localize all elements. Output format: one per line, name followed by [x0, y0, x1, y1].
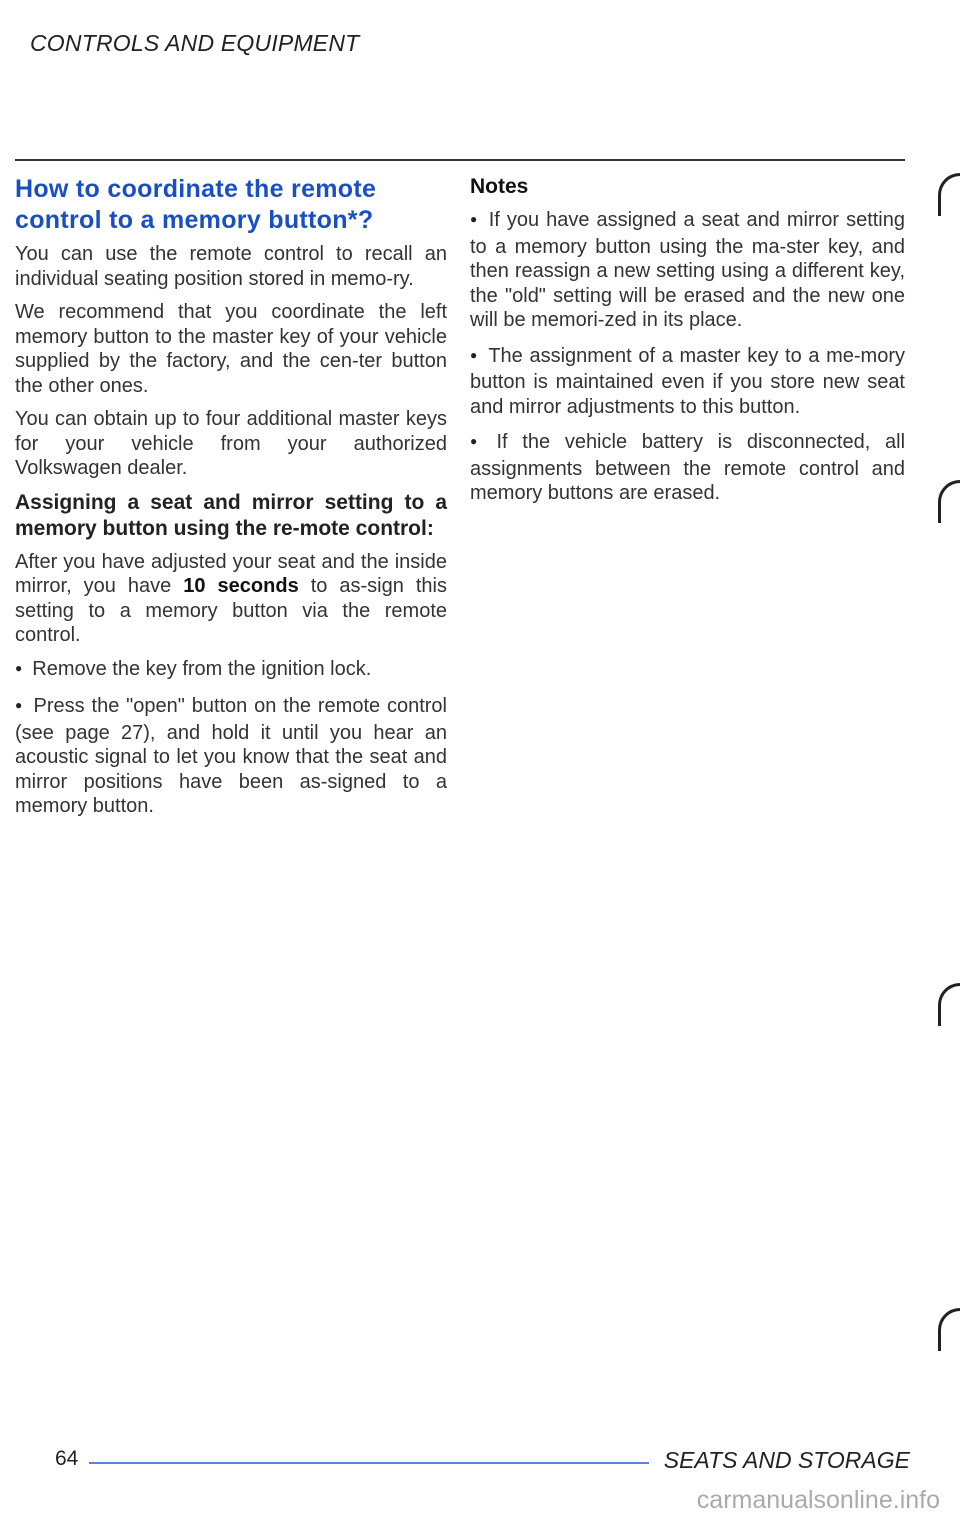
paragraph: You can obtain up to four additional master keys for your vehicle from your authorized Volkswagen dealer.	[15, 408, 447, 479]
bullet-item: ● If you have assigned a seat and mirror setting to a memory button using the ma-ster key, and then reassign a new setting using a different key, the "old" setting will be erased and the new one will be memori-zed in its place.	[470, 208, 905, 333]
notes-title: Notes	[470, 175, 529, 198]
paragraph	[15, 550, 447, 648]
text: to as-sign this setting to a memory button via the remote control.	[15, 575, 447, 646]
paragraph: We recommend that you coordinate the left memory button to the master key of your vehicle supplied by the factory, and the cen-ter button the other ones.	[15, 301, 447, 397]
page-edge-mark	[938, 983, 960, 1026]
bullet-item: ● Press the "open" button on the remote control (see page 27), and hold it until you hear an acoustic signal to let you know that the seat and mirror positions have been as-signed to a memory button.	[15, 694, 447, 819]
emphasis: 10 seconds	[183, 575, 299, 597]
watermark: carmanualsonline.info	[696, 1486, 940, 1514]
page-edge-mark	[938, 480, 960, 523]
bullet-item: ● Remove the key from the ignition lock.	[15, 657, 447, 684]
page-number: 64	[55, 1447, 79, 1470]
bullet-item: ● If the vehicle battery is disconnected, all assignments between the remote control and memory buttons are erased.	[470, 430, 905, 506]
footer-section: SEATS AND STORAGE	[663, 1447, 910, 1473]
footer	[55, 1447, 910, 1477]
right-column	[470, 174, 905, 517]
subheading: Assigning a seat and mirror setting to a memory button using the re-mote control:	[15, 490, 447, 540]
paragraph: You can use the remote control to recall an individual seating position stored in memo-ry.	[15, 243, 447, 290]
footer-rule	[89, 1462, 649, 1464]
left-column	[15, 174, 447, 830]
text: After you have adjusted your seat and the inside mirror, you have	[15, 550, 447, 597]
top-rule	[15, 159, 905, 161]
bullet-item: ● The assignment of a master key to a me-mory button is maintained even if you store new seat and mirror adjustments to this button.	[470, 344, 905, 420]
page-edge-mark	[938, 1308, 960, 1351]
section-title: How to coordinate the remote control to a memory button*?	[15, 175, 377, 234]
chapter-header: CONTROLS AND EQUIPMENT	[30, 30, 360, 56]
page-edge-mark	[938, 173, 960, 216]
